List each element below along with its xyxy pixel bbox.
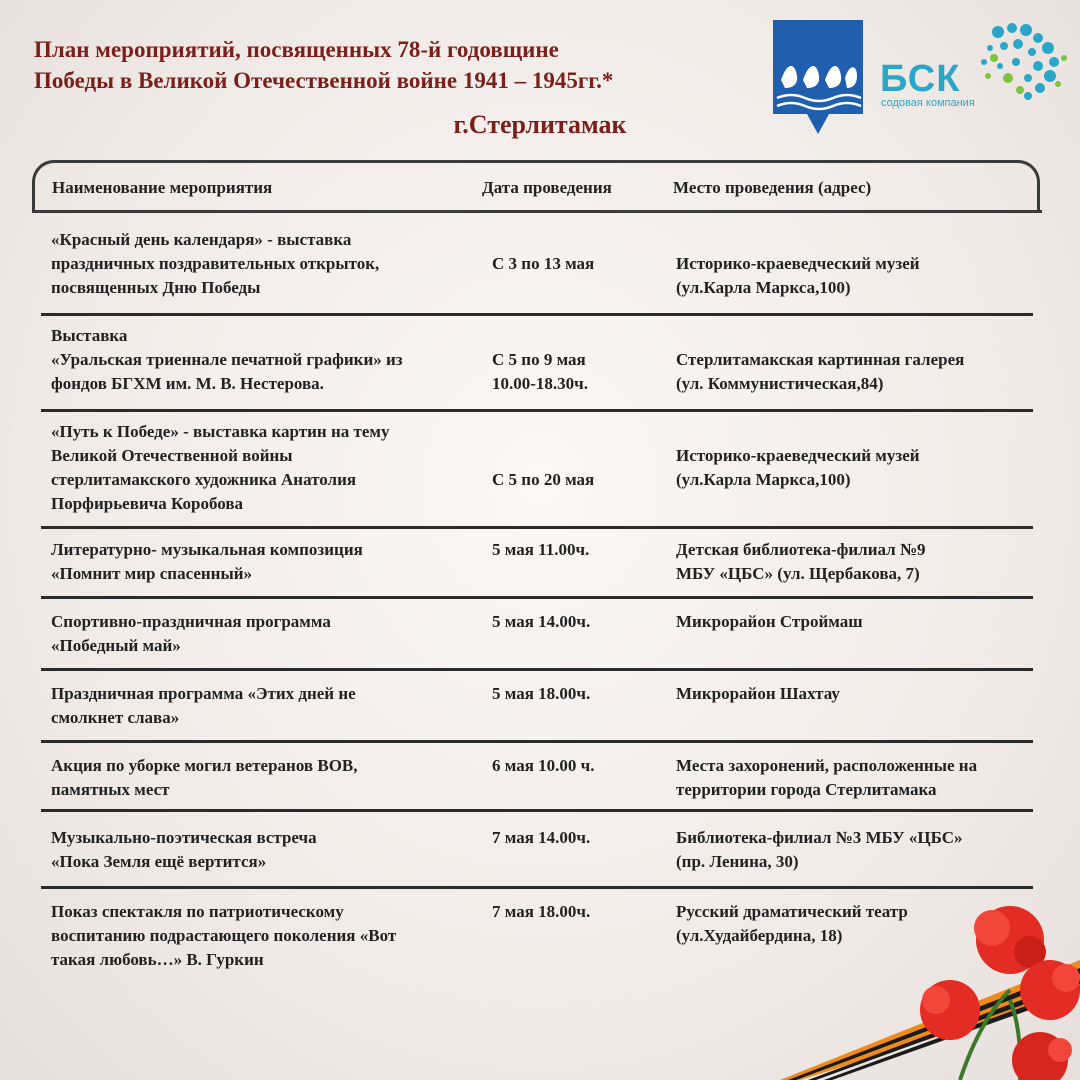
event-date <box>492 900 672 924</box>
event-place <box>676 754 1036 802</box>
row-divider <box>41 596 1033 599</box>
event-date <box>492 538 672 562</box>
event-place-line: Микрорайон Шахтау <box>676 684 840 703</box>
event-name-line: Музыкально-поэтическая встреча <box>51 828 317 847</box>
event-name-line: памятных мест <box>51 780 170 799</box>
page-title <box>34 34 794 96</box>
event-name <box>51 754 481 802</box>
event-name-line: посвященных Дню Победы <box>51 278 261 297</box>
event-place-line: Места захоронений, расположенные на <box>676 756 978 775</box>
event-place-line: Стерлитамакская картинная галерея <box>676 350 965 369</box>
event-place-line: (ул.Карла Маркса,100) <box>676 278 851 297</box>
event-date-line: С 3 по 13 мая <box>492 254 595 273</box>
event-date-line: 7 мая 18.00ч. <box>492 902 591 921</box>
event-name-line: «Уральская триеннале печатной графики» из <box>51 350 403 369</box>
event-name <box>51 682 481 730</box>
event-name-line: такая любовь…» В. Гуркин <box>51 950 264 969</box>
event-place <box>676 444 1036 492</box>
event-place <box>676 348 1036 396</box>
title-line-1: План мероприятий, посвященных 78-й годовщине <box>34 37 559 62</box>
event-name-line: Показ спектакля по патриотическому <box>51 902 344 921</box>
title-line-2: Победы в Великой Отечественной войне 1941 – 1945гг.* <box>34 68 614 93</box>
event-place-line: Микрорайон Строймаш <box>676 612 863 631</box>
row-divider <box>41 668 1033 671</box>
header-event-date: Дата проведения <box>482 178 612 197</box>
event-name <box>51 538 481 586</box>
company-logo-text: БСК <box>880 58 961 100</box>
row-divider <box>41 526 1033 529</box>
event-name-line: «Помнит мир спасенный» <box>51 564 253 583</box>
event-place-line: Историко-краеведческий музей <box>676 446 920 465</box>
event-place-line: (ул.Карла Маркса,100) <box>676 470 851 489</box>
event-date <box>492 754 672 778</box>
event-place-line: (ул.Худайбердина, 18) <box>676 926 843 945</box>
event-place <box>676 252 1036 300</box>
event-date-line: 5 мая 11.00ч. <box>492 540 590 559</box>
event-place-line: (ул. Коммунистическая,84) <box>676 374 884 393</box>
row-divider <box>41 740 1033 743</box>
event-date <box>492 348 672 396</box>
city-name: г.Стерлитамак <box>453 110 627 139</box>
event-name-line: «Красный день календаря» - выставка <box>51 230 352 249</box>
event-date-line: 7 мая 14.00ч. <box>492 828 591 847</box>
event-name-line: Спортивно-праздничная программа <box>51 612 331 631</box>
event-place-line: Детская библиотека-филиал №9 <box>676 540 926 559</box>
event-date-line: 5 мая 14.00ч. <box>492 612 591 631</box>
event-date <box>492 682 672 706</box>
row-divider <box>41 809 1033 812</box>
event-date <box>492 610 672 634</box>
event-name-line: Выставка <box>51 326 128 345</box>
event-place-line: Библиотека-филиал №3 МБУ «ЦБС» <box>676 828 963 847</box>
event-name-line: стерлитамакского художника Анатолия <box>51 470 357 489</box>
event-name <box>51 228 481 300</box>
header-event-name: Наименование мероприятия <box>52 178 273 197</box>
event-date-line: С 5 по 20 мая <box>492 470 595 489</box>
event-name-line: Литературно- музыкальная композиция <box>51 540 363 559</box>
st-george-ribbon-icon <box>760 880 1080 1080</box>
event-date <box>492 826 672 850</box>
event-name-line: «Пока Земля ещё вертится» <box>51 852 267 871</box>
event-name-line: фондов БГХМ им. М. В. Нестерова. <box>51 374 324 393</box>
event-date-line: 10.00-18.30ч. <box>492 374 588 393</box>
event-place-line: Историко-краеведческий музей <box>676 254 920 273</box>
event-place <box>676 682 1036 706</box>
event-place <box>676 538 1036 586</box>
event-date <box>492 252 672 276</box>
event-name-line: Порфирьевича Коробова <box>51 494 244 513</box>
table-header-divider <box>32 210 1042 213</box>
event-date-line: 6 мая 10.00 ч. <box>492 756 595 775</box>
event-name-line: воспитанию подрастающего поколения «Вот <box>51 926 397 945</box>
sterlitamak-coat-of-arms-icon <box>771 18 865 136</box>
event-place-line: (пр. Ленина, 30) <box>676 852 799 871</box>
event-place-line: МБУ «ЦБС» (ул. Щербакова, 7) <box>676 564 920 583</box>
event-name <box>51 420 481 516</box>
event-name-line: Великой Отечественной войны <box>51 446 293 465</box>
event-name-line: Праздничная программа «Этих дней не <box>51 684 356 703</box>
row-divider <box>41 313 1033 316</box>
event-date <box>492 468 672 492</box>
event-name-line: смолкнет слава» <box>51 708 180 727</box>
event-name <box>51 900 481 972</box>
event-place-line: Русский драматический театр <box>676 902 908 921</box>
event-name-line: праздничных поздравительных открыток, <box>51 254 380 273</box>
header-event-place: Место проведения (адрес) <box>673 178 872 197</box>
event-name-line: «Путь к Победе» - выставка картин на тему <box>51 422 390 441</box>
event-place-line: территории города Стерлитамака <box>676 780 937 799</box>
event-name <box>51 324 481 396</box>
event-place <box>676 826 1036 874</box>
company-logo-subtitle: содовая компания <box>881 97 975 109</box>
row-divider <box>41 409 1033 412</box>
event-name <box>51 610 481 658</box>
event-date-line: С 5 по 9 мая <box>492 350 586 369</box>
event-name-line: Акция по уборке могил ветеранов ВОВ, <box>51 756 358 775</box>
event-date-line: 5 мая 18.00ч. <box>492 684 591 703</box>
event-place <box>676 610 1036 634</box>
event-name <box>51 826 481 874</box>
event-name-line: «Победный май» <box>51 636 181 655</box>
